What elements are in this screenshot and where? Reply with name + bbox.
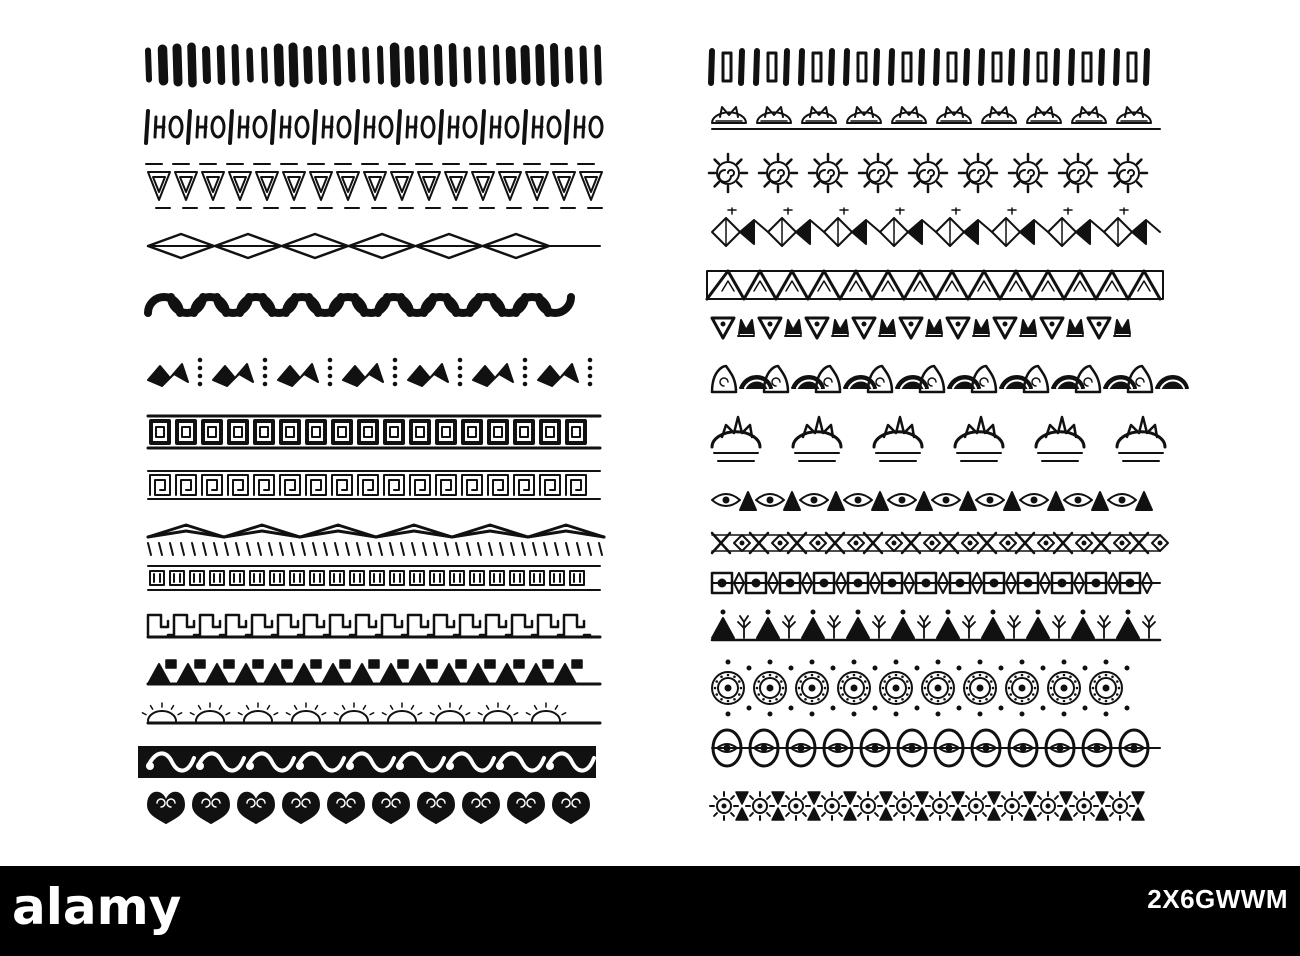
alamy-logo [12,876,262,936]
left-border-black-spiral-band [138,746,596,778]
image-id: 2X6GWWM [1147,884,1288,914]
watermark-footer [0,866,1300,956]
alamy-wordmark: alamy [12,878,182,936]
